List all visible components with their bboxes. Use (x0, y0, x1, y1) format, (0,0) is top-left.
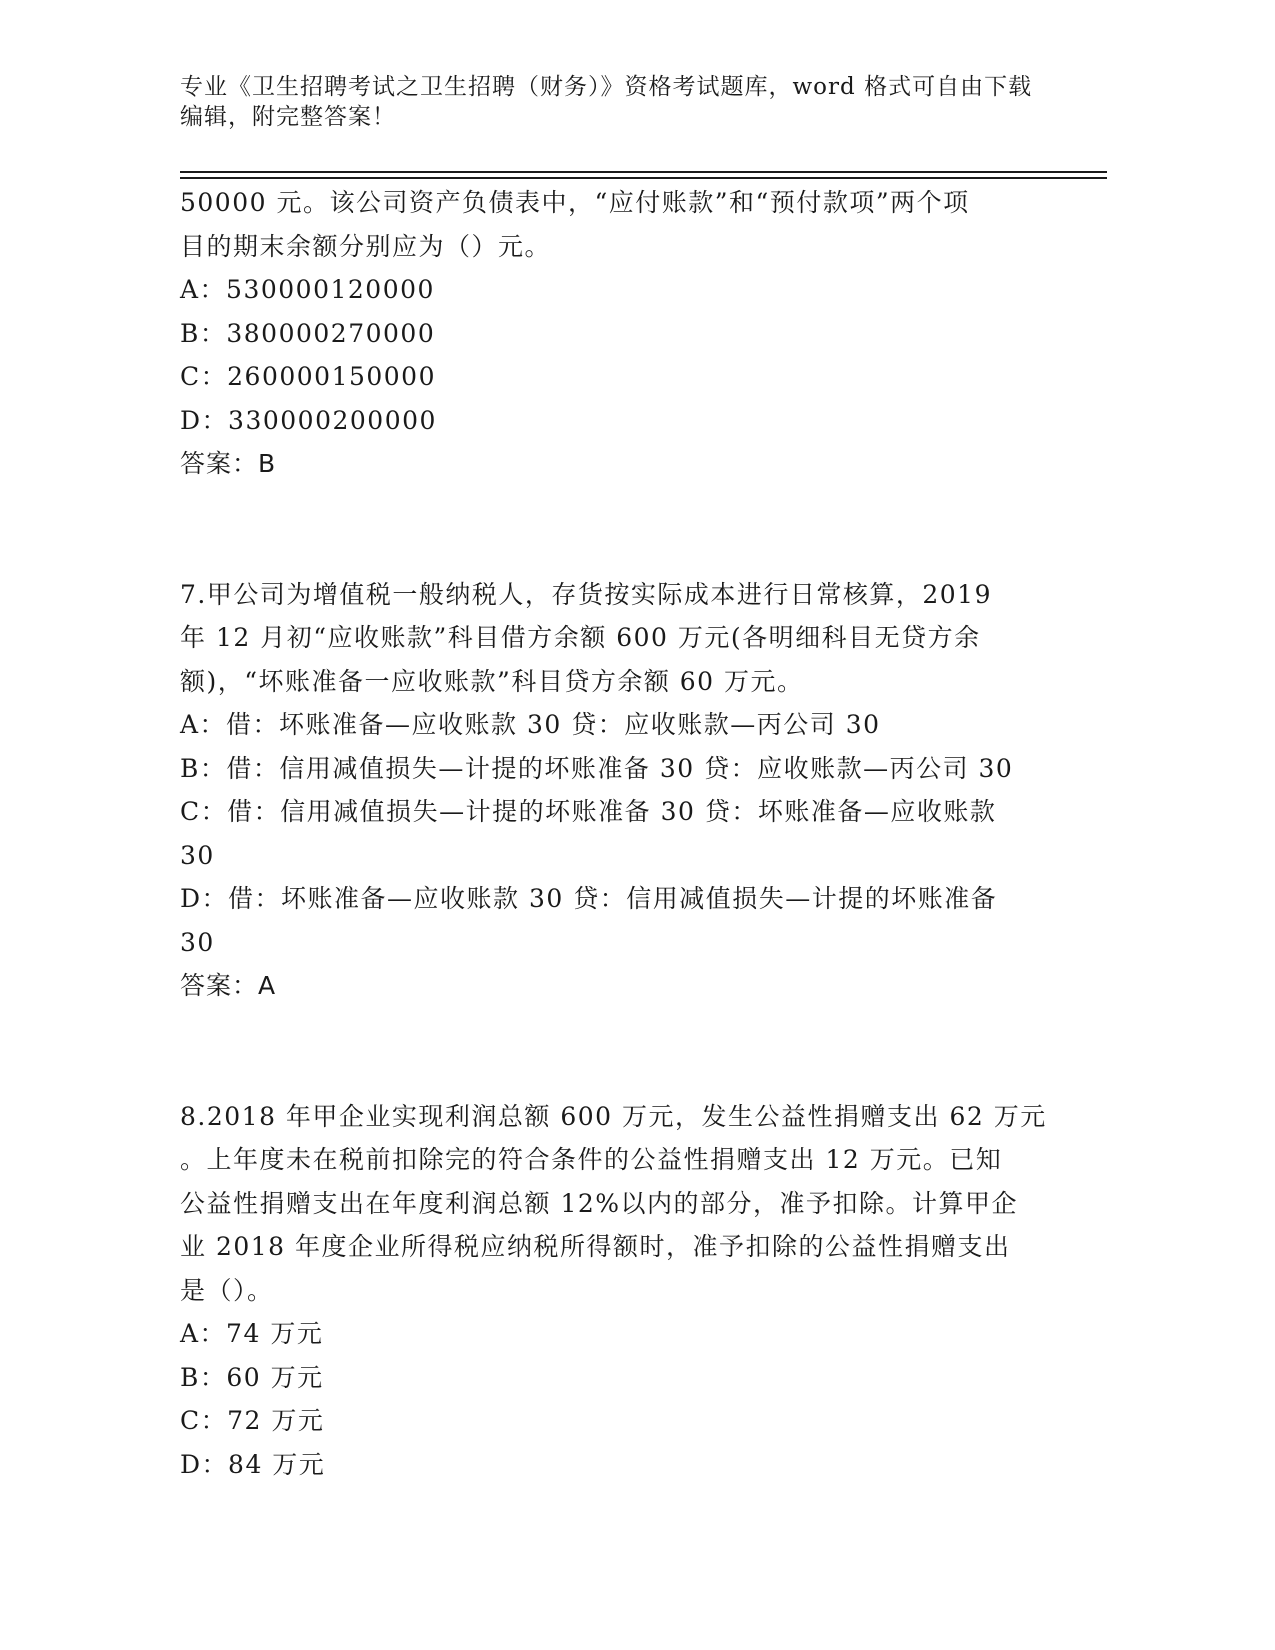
document-header (180, 72, 1040, 132)
option-c-continued: 30 (180, 840, 215, 870)
question-stem-line: 额)，“坏账准备一应收账款”科目贷方余额 60 万元。 (180, 666, 804, 696)
spacer (180, 486, 1060, 530)
spacer (180, 1051, 1060, 1095)
answer-line: 答案：B (180, 449, 277, 478)
question-6 (180, 181, 1060, 486)
spacer (180, 1008, 1060, 1052)
option-d: D：330000200000 (180, 405, 437, 435)
question-8 (180, 1095, 1060, 1487)
option-b: B：60 万元 (180, 1362, 324, 1392)
question-stem-line: 是（）。 (180, 1275, 274, 1305)
header-divider-bottom (180, 177, 1107, 179)
question-7 (180, 573, 1060, 1008)
option-c: C：借：信用减值损失—计提的坏账准备 30 贷：坏账准备—应收账款 (180, 797, 997, 826)
option-a: A：74 万元 (180, 1319, 324, 1348)
option-a: A：530000120000 (180, 275, 435, 304)
question-stem-line: 8.2018 年甲企业实现利润总额 600 万元，发生公益性捐赠支出 62 万元 (180, 1101, 1047, 1131)
option-c: C：72 万元 (180, 1406, 325, 1435)
option-c: C：260000150000 (180, 362, 436, 391)
spacer (180, 529, 1060, 573)
document-body (180, 181, 1060, 1486)
option-d: D：借：坏账准备—应收账款 30 贷：信用减值损失—计提的坏账准备 (180, 884, 998, 913)
question-stem-line: 目的期末余额分别应为（）元。 (180, 231, 552, 261)
question-stem-line: 。上年度未在税前扣除完的符合条件的公益性捐赠支出 12 万元。已知 (180, 1145, 1003, 1174)
question-stem-line: 业 2018 年度企业所得税应纳税所得额时，准予扣除的公益性捐赠支出 (180, 1232, 1011, 1261)
option-b: B：380000270000 (180, 318, 436, 348)
question-stem-line: 年 12 月初“应收账款”科目借方余额 600 万元(各明细科目无贷方余 (180, 623, 981, 652)
option-a: A：借：坏账准备—应收账款 30 贷：应收账款—丙公司 30 (180, 710, 881, 739)
question-stem-line: 7.甲公司为增值税一般纳税人，存货按实际成本进行日常核算，2019 (180, 579, 992, 609)
header-line-2: 编辑，附完整答案！ (180, 104, 396, 130)
option-b: B：借：信用减值损失—计提的坏账准备 30 贷：应收账款—丙公司 30 (180, 753, 1014, 783)
question-stem-line: 50000 元。该公司资产负债表中，“应付账款”和“预付款项”两个项 (180, 188, 970, 217)
header-divider-top (180, 171, 1107, 173)
option-d: D：84 万元 (180, 1449, 326, 1479)
question-stem-line: 公益性捐赠支出在年度利润总额 12%以内的部分，准予扣除。计算甲企 (180, 1188, 1019, 1218)
header-line-1: 专业《卫生招聘考试之卫生招聘（财务）》资格考试题库，word 格式可自由下载 (180, 74, 1033, 100)
answer-line: 答案：A (180, 971, 277, 1000)
option-d-continued: 30 (180, 927, 215, 957)
